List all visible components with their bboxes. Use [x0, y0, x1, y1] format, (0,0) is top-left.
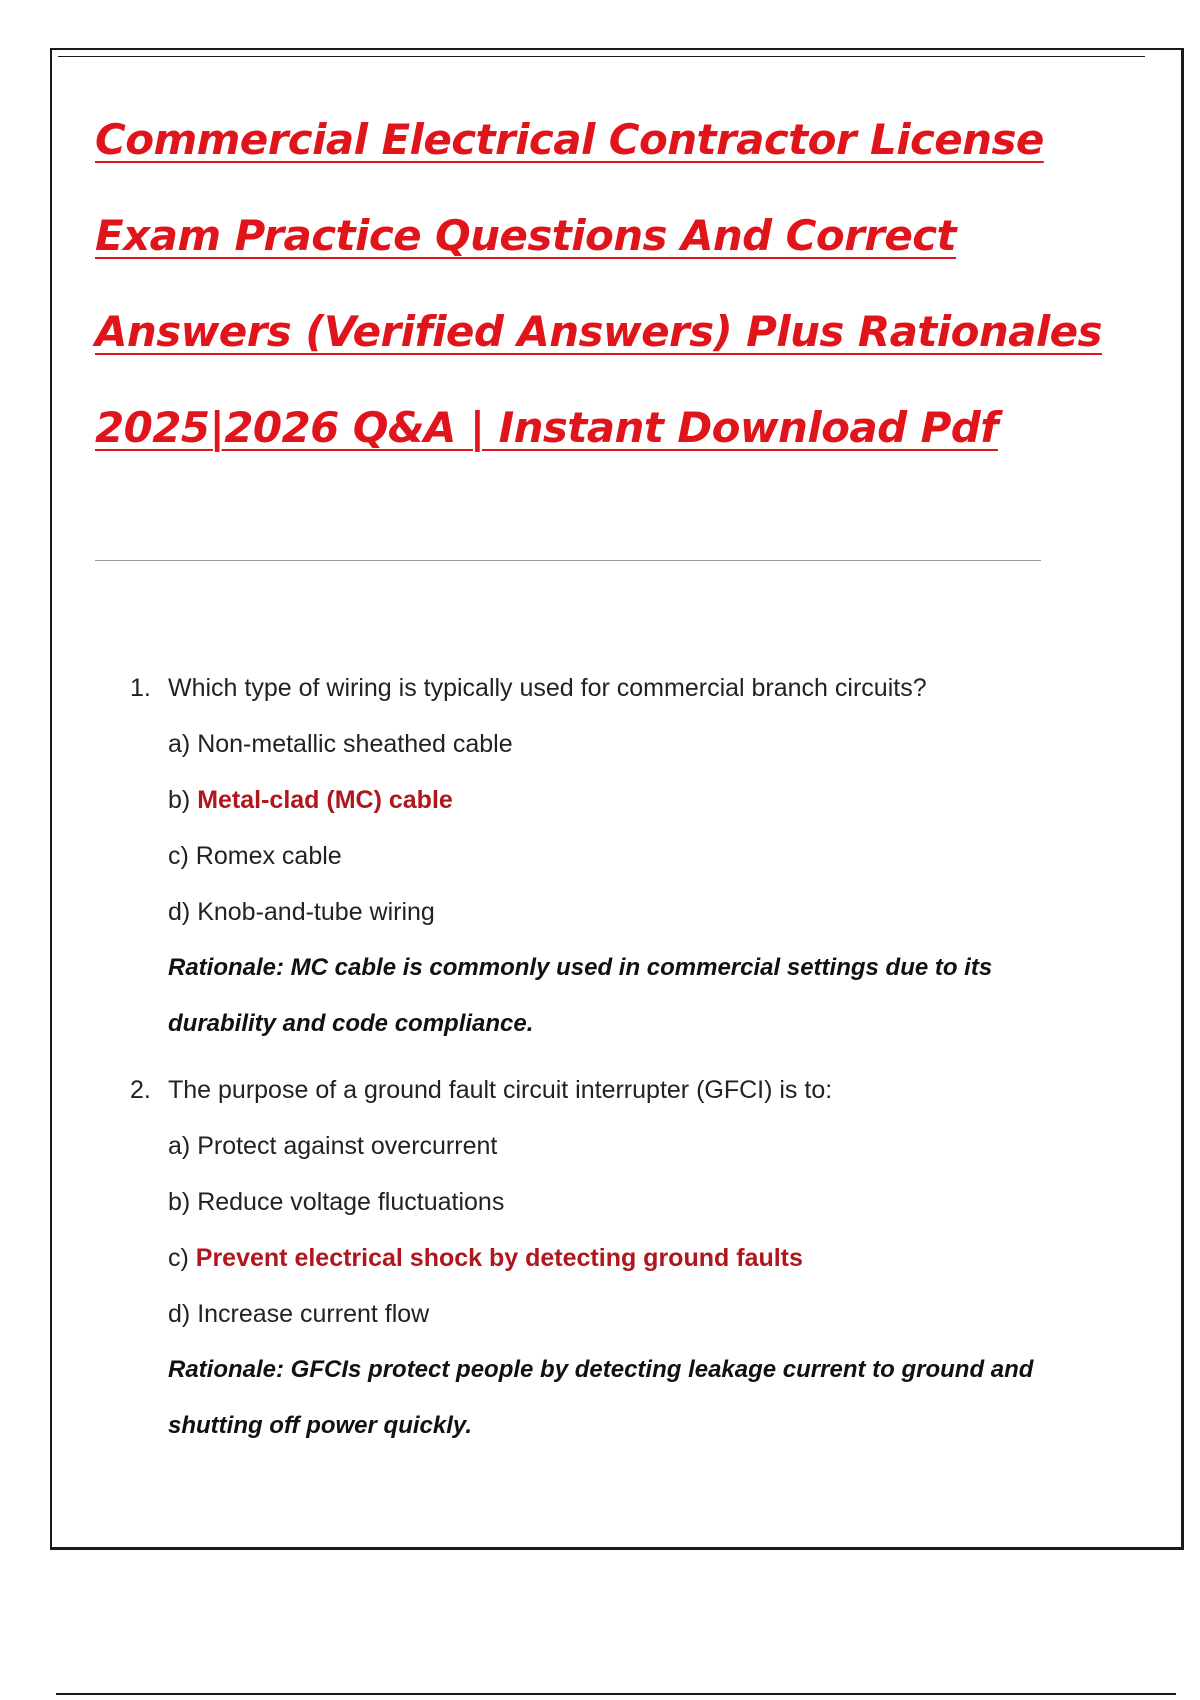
- question-1-rationale: Rationale: MC cable is commonly used in commercial settings due to its durability and code compliance.: [168, 954, 993, 1037]
- title-line-1: Commercial Electrical Contractor License: [95, 115, 1044, 164]
- question-2-option-d: [130, 1286, 1090, 1342]
- option-text: Non-metallic sheathed cable: [197, 730, 513, 758]
- frame-top-rule: [58, 56, 1145, 57]
- question-2-option-c: [130, 1230, 1090, 1286]
- title-line-2: Exam Practice Questions And Correct: [95, 211, 957, 260]
- question-1: [130, 660, 1090, 1052]
- question-1-option-b: [130, 772, 1090, 828]
- question-number: 1.: [130, 674, 151, 702]
- title-divider: [95, 560, 1041, 561]
- question-2-option-b: [130, 1174, 1090, 1230]
- title-line-3: Answers (Verified Answers) Plus Rationales: [95, 307, 1102, 356]
- question-1-option-a: [130, 716, 1090, 772]
- option-letter: a): [168, 730, 191, 758]
- correct-answer-text: Prevent electrical shock by detecting ground faults: [195, 1244, 803, 1272]
- option-letter: c): [168, 842, 189, 870]
- question-1-stem: [130, 660, 1090, 716]
- option-letter: b): [168, 786, 191, 814]
- title-line-4: 2025|2026 Q&A | Instant Download Pdf: [95, 403, 998, 452]
- document-title: [95, 92, 1102, 476]
- option-text: Protect against overcurrent: [197, 1132, 498, 1160]
- question-1-option-c: [130, 828, 1090, 884]
- question-1-option-d: [130, 884, 1090, 940]
- option-text: Increase current flow: [197, 1300, 430, 1328]
- option-text: Knob-and-tube wiring: [197, 898, 435, 926]
- question-text: The purpose of a ground fault circuit interrupter (GFCI) is to:: [168, 1076, 833, 1104]
- question-2-option-a: [130, 1118, 1090, 1174]
- option-letter: b): [168, 1188, 191, 1216]
- next-page-top-rule: [56, 1693, 1176, 1695]
- correct-answer-text: Metal-clad (MC) cable: [197, 786, 453, 814]
- option-text: Romex cable: [195, 842, 342, 870]
- question-text: Which type of wiring is typically used for commercial branch circuits?: [168, 674, 927, 702]
- question-number: 2.: [130, 1076, 151, 1104]
- question-2-rationale: Rationale: GFCIs protect people by detecting leakage current to ground and shutting off power quickly.: [168, 1356, 1034, 1439]
- option-letter: c): [168, 1244, 189, 1272]
- option-text: Reduce voltage fluctuations: [197, 1188, 505, 1216]
- question-list: [130, 660, 1090, 1464]
- option-letter: d): [168, 898, 191, 926]
- option-letter: a): [168, 1132, 191, 1160]
- question-2: [130, 1062, 1090, 1454]
- question-2-stem: [130, 1062, 1090, 1118]
- option-letter: d): [168, 1300, 191, 1328]
